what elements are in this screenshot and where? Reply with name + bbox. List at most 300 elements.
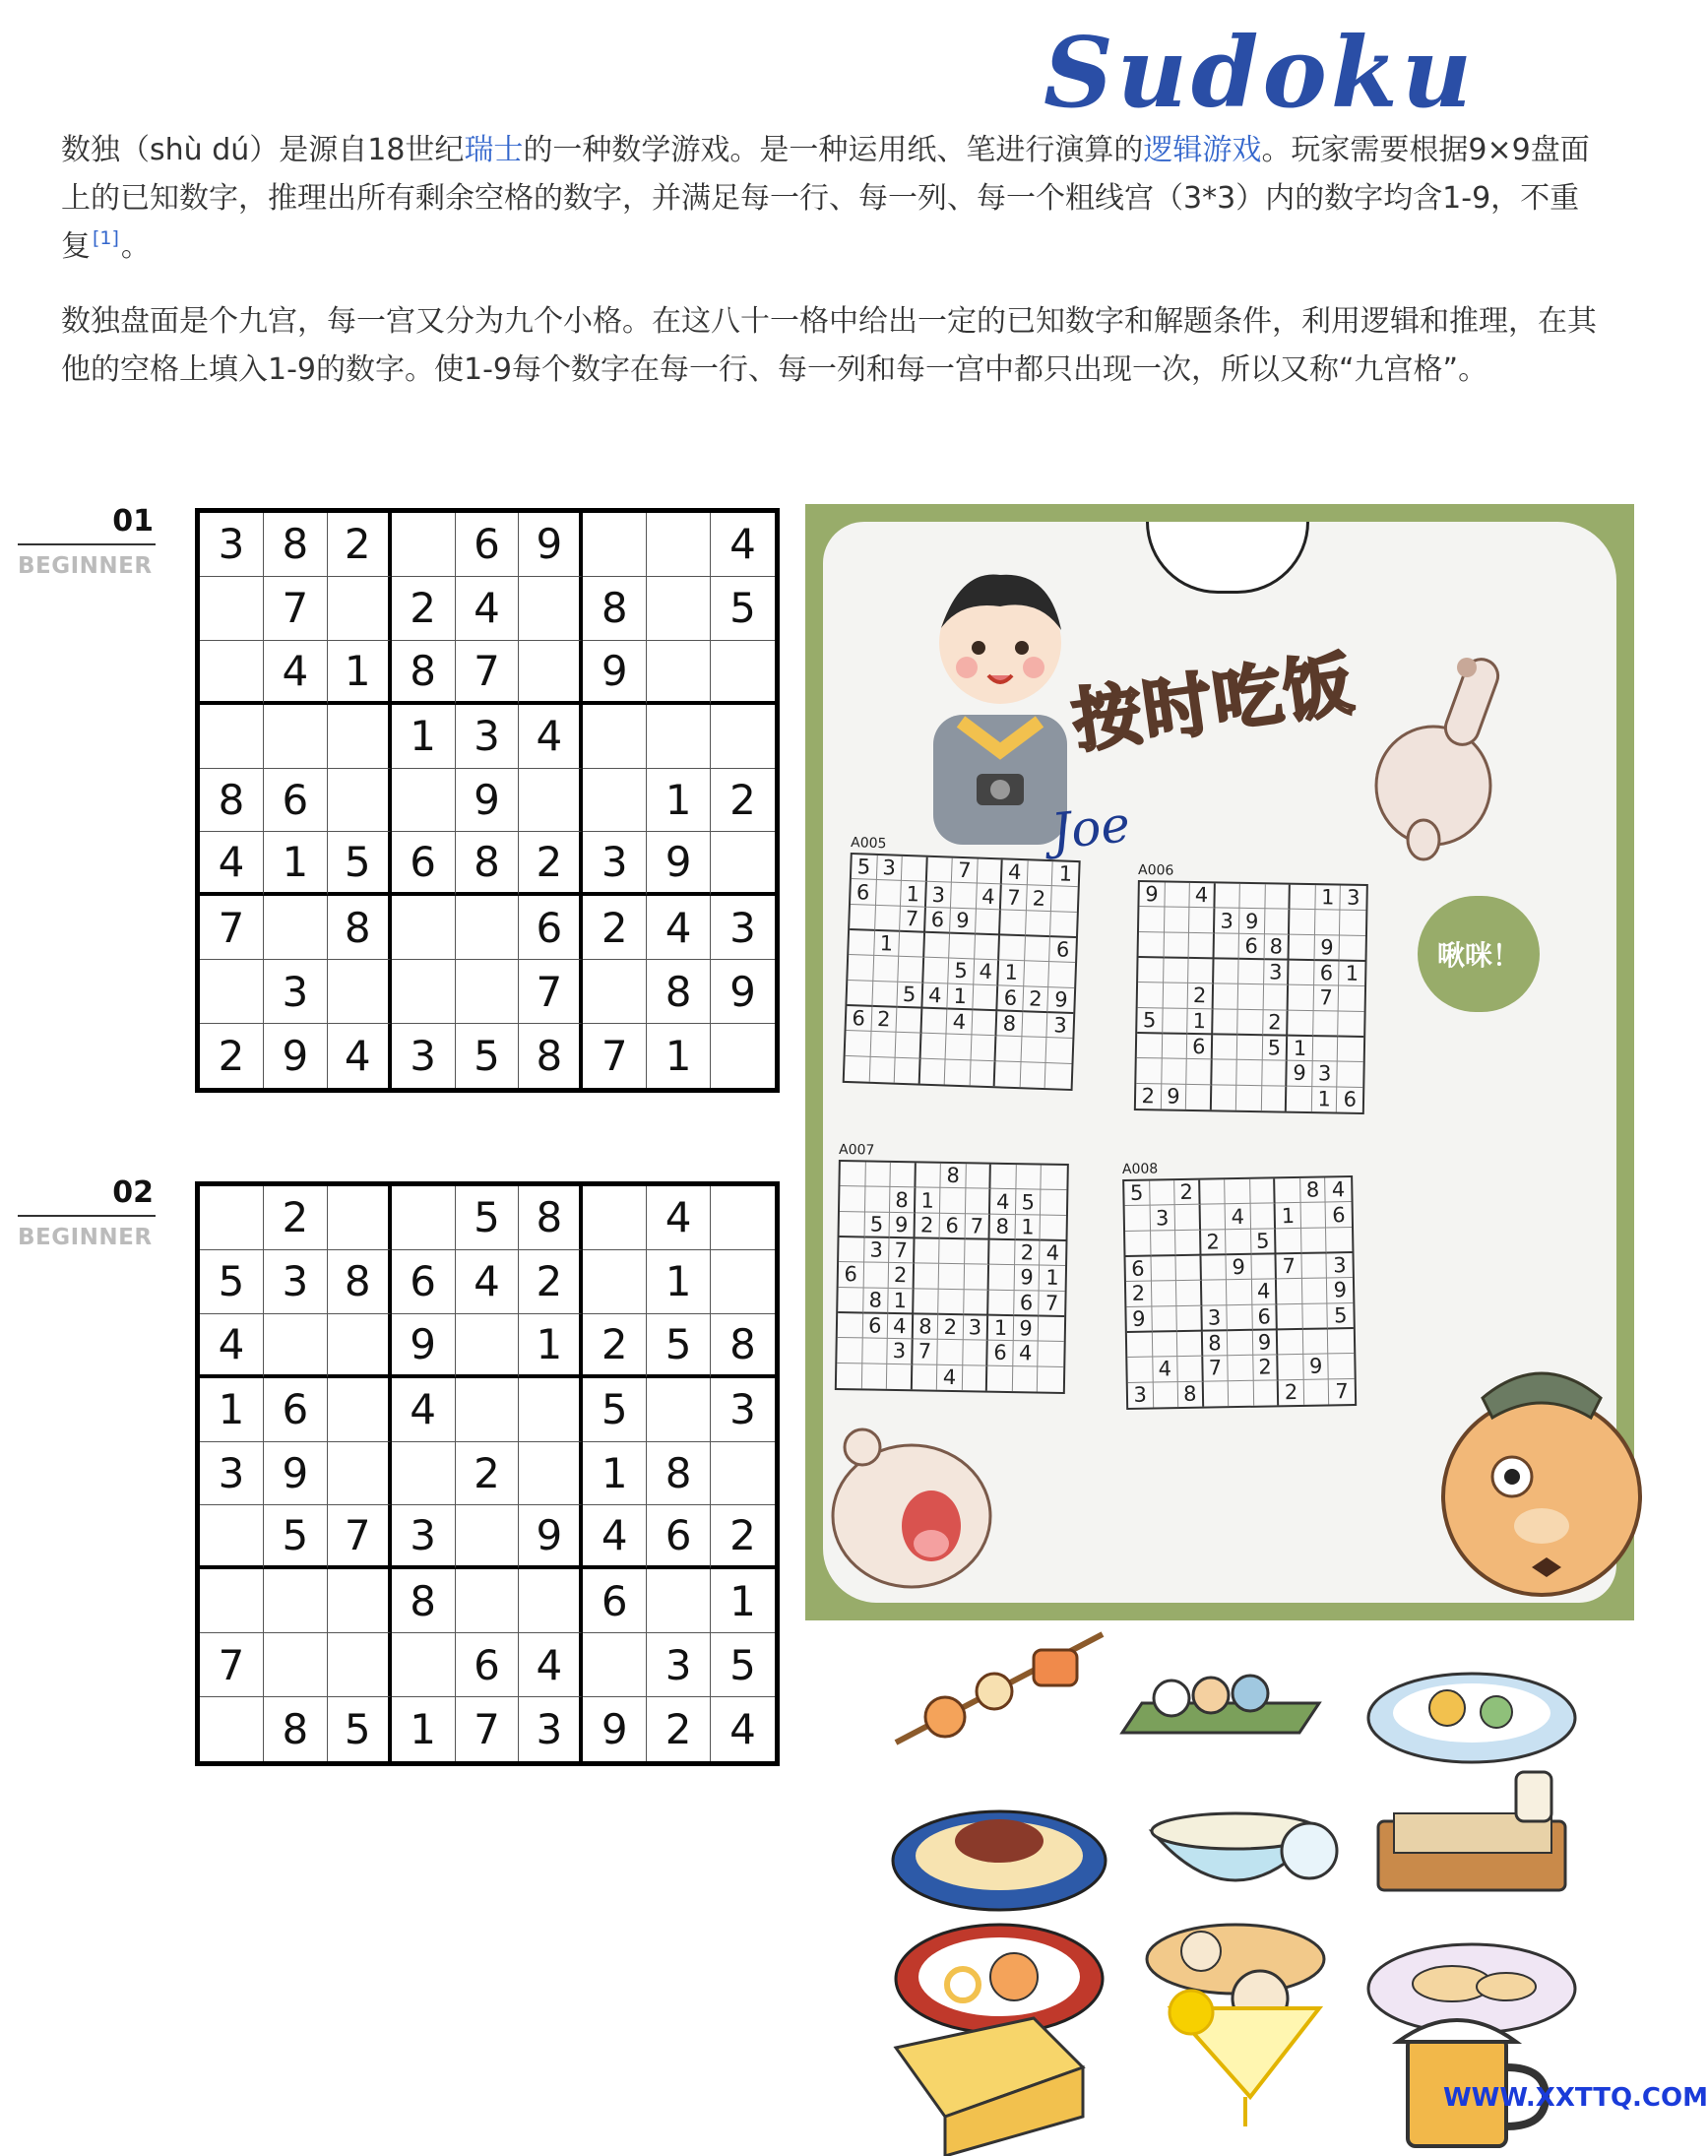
sudoku-empty-cell: [711, 1024, 775, 1088]
sushi-platter-sticker: [1103, 1624, 1329, 1772]
speech-bubble: [1146, 522, 1309, 594]
sudoku-empty-cell: [1313, 1011, 1339, 1037]
sudoku-empty-cell: [328, 577, 392, 641]
sudoku-cell: 6: [839, 1262, 864, 1288]
sudoku-empty-cell: [1340, 911, 1365, 936]
sudoku-cell: 7: [1335, 1379, 1350, 1404]
sudoku-empty-cell: [1238, 960, 1264, 985]
intro-text-2: 的一种数学游戏。是一种运用纸、笔进行演算的: [523, 133, 1144, 167]
sudoku-empty-cell: [647, 641, 711, 705]
sudoku-cell: 9: [1303, 1355, 1329, 1380]
sudoku-empty-cell: [200, 960, 264, 1024]
sudoku-cell: 1: [264, 832, 328, 896]
sudoku-empty-cell: [1022, 1012, 1047, 1038]
sudoku-empty-cell: [1125, 1231, 1151, 1256]
sudoku-empty-cell: [915, 1238, 940, 1264]
sudoku-cell: 6: [940, 1214, 966, 1239]
sudoku-empty-cell: [850, 905, 875, 931]
sudoku-cell: 9: [519, 513, 583, 577]
sudoku-empty-cell: [392, 1633, 456, 1697]
sudoku-cell: 2: [1263, 1010, 1289, 1036]
reference-link[interactable]: [1]: [93, 227, 119, 249]
sudoku-empty-cell: [1189, 908, 1215, 933]
sudoku-cell: 1: [1187, 1009, 1213, 1035]
sudoku-empty-cell: [964, 1290, 989, 1315]
sudoku-empty-cell: [264, 705, 328, 769]
sudoku-empty-cell: [1213, 1009, 1238, 1035]
sudoku-cell: 6: [392, 1250, 456, 1314]
sudoku-cell: 9: [890, 1213, 916, 1238]
sudoku-empty-cell: [647, 577, 711, 641]
sudoku-cell: 8: [264, 513, 328, 577]
sudoku-cell: 4: [1190, 883, 1216, 909]
sudoku-cell: 2: [938, 1314, 964, 1340]
sudoku-cell: 2: [1027, 886, 1052, 912]
sudoku-cell: 7: [1001, 885, 1027, 911]
sudoku-empty-cell: [1189, 933, 1215, 959]
sudoku-empty-cell: [1176, 1256, 1202, 1282]
sudoku-empty-cell: [1215, 883, 1240, 909]
sudoku-cell: 1: [392, 705, 456, 769]
sudoku-empty-cell: [1050, 912, 1076, 938]
sudoku-cell: 9: [1327, 1278, 1353, 1303]
sudoku-empty-cell: [392, 960, 456, 1024]
sudoku-empty-cell: [845, 1055, 870, 1081]
sudoku-empty-cell: [1315, 911, 1341, 936]
sudoku-empty-cell: [938, 1289, 964, 1314]
sudoku-cell: 8: [200, 769, 264, 833]
sudoku-cell: 2: [1279, 1379, 1304, 1405]
sudoku-cell: 3: [1150, 1206, 1175, 1232]
sudoku-cell: 6: [862, 1313, 888, 1339]
sudoku-empty-cell: [1151, 1256, 1176, 1282]
sudoku-cell: 3: [963, 1315, 988, 1341]
sudoku-cell: 8: [1300, 1177, 1326, 1203]
sudoku-empty-cell: [647, 1569, 711, 1633]
sudoku-empty-cell: [951, 883, 977, 909]
sudoku-empty-cell: [840, 1212, 865, 1237]
sudoku-empty-cell: [848, 955, 873, 981]
intro-text-4: 。: [120, 229, 151, 264]
sudoku-cell: 5: [328, 1697, 392, 1761]
sudoku-empty-cell: [1275, 1178, 1300, 1204]
sudoku-cell: 3: [647, 1633, 711, 1697]
sudoku-empty-cell: [1016, 1165, 1042, 1190]
sudoku-empty-cell: [1039, 1316, 1064, 1342]
sudoku-empty-cell: [583, 960, 647, 1024]
sudoku-cell: 6: [1187, 1035, 1213, 1060]
sudoku-cell: 9: [583, 1697, 647, 1761]
sudoku-empty-cell: [328, 705, 392, 769]
sudoku-cell: 3: [264, 960, 328, 1024]
sudoku-cell: 9: [1239, 909, 1265, 934]
sudoku-cell: 6: [264, 769, 328, 833]
sudoku-cell: 4: [937, 1364, 963, 1390]
sudoku-cell: 1: [392, 1697, 456, 1761]
sudoku-empty-cell: [200, 1186, 264, 1250]
sudoku-cell: 2: [519, 1250, 583, 1314]
puzzle-level: BEGINNER: [18, 553, 153, 579]
sudoku-empty-cell: [1326, 1228, 1352, 1253]
puzzle-label-01: [18, 504, 156, 579]
sudoku-cell: 2: [519, 832, 583, 896]
sudoku-empty-cell: [914, 1289, 939, 1314]
sudoku-empty-cell: [519, 769, 583, 833]
puzzle-number: 02: [18, 1175, 156, 1217]
sudoku-empty-cell: [1049, 962, 1075, 987]
sudoku-cell: 6: [583, 1569, 647, 1633]
sudoku-empty-cell: [1186, 1084, 1212, 1110]
sudoku-empty-cell: [899, 932, 924, 958]
sudoku-cell: 8: [913, 1314, 938, 1340]
sudoku-empty-cell: [1288, 1010, 1313, 1036]
sudoku-cell: 1: [1312, 1087, 1338, 1112]
sudoku-empty-cell: [583, 769, 647, 833]
sudoku-cell: 3: [200, 1442, 264, 1506]
sudoku-empty-cell: [1175, 1231, 1201, 1256]
sudoku-cell: 3: [200, 513, 264, 577]
sudoku-cell: 5: [1328, 1303, 1354, 1329]
link-switzerland[interactable]: 瑞士: [464, 133, 524, 167]
sudoku-cell: 4: [1252, 1280, 1278, 1305]
sudoku-cell: 4: [583, 1505, 647, 1569]
sudoku-empty-cell: [862, 1339, 888, 1364]
plate-meal-sticker: [1359, 1629, 1585, 1777]
sudoku-cell: 6: [1314, 961, 1340, 986]
sudoku-cell: 7: [200, 1633, 264, 1697]
sudoku-cell: 2: [583, 1314, 647, 1378]
sudoku-cell: 3: [1215, 909, 1240, 934]
sudoku-empty-cell: [1153, 1382, 1178, 1408]
sudoku-cell: 5: [1262, 1036, 1288, 1061]
sudoku-empty-cell: [920, 1034, 946, 1059]
sudoku-empty-cell: [1045, 1063, 1071, 1089]
sudoku-empty-cell: [392, 1186, 456, 1250]
sudoku-cell: 2: [1201, 1230, 1227, 1255]
sudoku-empty-cell: [392, 513, 456, 577]
sudoku-cell: 8: [583, 577, 647, 641]
sudoku-empty-cell: [264, 896, 328, 960]
mini-sudoku-grid: [1122, 1175, 1357, 1410]
sudoku-empty-cell: [264, 1569, 328, 1633]
skewer-sticker: [886, 1615, 1112, 1762]
sudoku-cell: 5: [948, 959, 974, 984]
sudoku-cell: 1: [1288, 1036, 1313, 1061]
beer-mug-sticker: [1368, 1998, 1595, 2146]
sudoku-empty-cell: [996, 1036, 1022, 1061]
sudoku-empty-cell: [1240, 884, 1266, 910]
sudoku-empty-cell: [456, 1314, 520, 1378]
sudoku-cell: 6: [392, 832, 456, 896]
sudoku-cell: 5: [852, 855, 877, 880]
sudoku-empty-cell: [939, 1239, 965, 1265]
sudoku-empty-cell: [456, 960, 520, 1024]
sudoku-empty-cell: [1238, 984, 1264, 1010]
sudoku-empty-cell: [711, 1186, 775, 1250]
sudoku-cell: 3: [392, 1024, 456, 1088]
sudoku-empty-cell: [1236, 1085, 1262, 1110]
sudoku-empty-cell: [976, 909, 1001, 935]
sudoku-cell: 4: [1013, 1341, 1039, 1366]
sudoku-cell: 5: [864, 1212, 890, 1237]
sudoku-cell: 4: [990, 1189, 1016, 1215]
sudoku-cell: 8: [456, 832, 520, 896]
sudoku-cell: 4: [1326, 1177, 1352, 1203]
sudoku-cell: 4: [974, 960, 999, 985]
sudoku-cell: 4: [1002, 859, 1028, 885]
mini-sudoku-label: A008: [1121, 1161, 1159, 1178]
sudoku-empty-cell: [926, 857, 952, 883]
sudoku-cell: 2: [711, 1505, 775, 1569]
sudoku-cell: 7: [519, 960, 583, 1024]
sudoku-cell: 3: [864, 1237, 890, 1263]
sudoku-cell: 5: [1137, 1008, 1163, 1034]
sudoku-cell: 9: [1014, 1265, 1040, 1291]
sudoku-cell: 5: [711, 1633, 775, 1697]
sudoku-cell: 4: [647, 896, 711, 960]
sudoku-cell: 5: [583, 1378, 647, 1442]
sudoku-empty-cell: [1041, 1190, 1066, 1216]
sudoku-cell: 1: [901, 881, 926, 907]
sudoku-cell: 4: [519, 705, 583, 769]
sudoku-empty-cell: [1163, 1008, 1188, 1034]
sudoku-empty-cell: [1304, 1379, 1330, 1405]
sudoku-cell: 3: [583, 832, 647, 896]
sudoku-empty-cell: [1212, 1035, 1237, 1060]
sudoku-empty-cell: [839, 1237, 864, 1263]
sudoku-empty-cell: [1303, 1329, 1329, 1355]
sudoku-cell: 9: [1161, 1084, 1186, 1110]
sudoku-cell: 3: [456, 705, 520, 769]
sudoku-cell: 6: [1343, 1087, 1358, 1112]
sudoku-empty-cell: [456, 1378, 520, 1442]
sudoku-cell: 3: [711, 1378, 775, 1442]
sudoku-empty-cell: [916, 1163, 941, 1188]
sudoku-cell: 7: [456, 1697, 520, 1761]
sudoku-cell: 2: [1253, 1355, 1279, 1380]
sudoku-empty-cell: [870, 1032, 896, 1057]
sudoku-cell: 9: [456, 769, 520, 833]
sudoku-cell: 8: [941, 1164, 967, 1189]
sudoku-empty-cell: [975, 934, 1000, 960]
sudoku-empty-cell: [456, 1505, 520, 1569]
sudoku-empty-cell: [1301, 1228, 1327, 1253]
sudoku-cell: 8: [1178, 1381, 1204, 1407]
sudoku-empty-cell: [1250, 1204, 1276, 1230]
sudoku-cell: 4: [200, 832, 264, 896]
sudoku-empty-cell: [1276, 1229, 1301, 1254]
sudoku-empty-cell: [897, 1007, 922, 1033]
sudoku-empty-cell: [1138, 958, 1164, 983]
sudoku-cell: 8: [1202, 1331, 1228, 1357]
sudoku-cell: 7: [952, 858, 978, 884]
sudoku-cell: 3: [711, 896, 775, 960]
sudoku-empty-cell: [991, 1165, 1017, 1190]
sudoku-empty-cell: [1150, 1180, 1175, 1206]
puzzle-label-02: [18, 1175, 156, 1250]
cheese-sticker: [886, 2008, 1112, 2156]
sudoku-empty-cell: [328, 1314, 392, 1378]
sudoku-cell: 1: [1339, 961, 1364, 986]
sudoku-cell: 9: [264, 1442, 328, 1506]
sudoku-cell: 1: [1315, 885, 1341, 911]
sudoku-cell: 1: [1276, 1203, 1301, 1229]
sudoku-empty-cell: [1200, 1179, 1226, 1205]
sudoku-cell: 9: [1126, 1306, 1152, 1332]
mini-sudoku-a007: [835, 1142, 1069, 1394]
sudoku-cell: 3: [1327, 1253, 1353, 1279]
sudoku-cell: 9: [711, 960, 775, 1024]
mini-sudoku-label: A006: [1137, 861, 1174, 879]
sudoku-cell: 7: [264, 577, 328, 641]
sudoku-empty-cell: [1137, 1034, 1163, 1059]
sudoku-empty-cell: [711, 705, 775, 769]
sudoku-empty-cell: [1021, 1037, 1046, 1062]
sudoku-cell: 5: [328, 832, 392, 896]
sudoku-empty-cell: [1339, 1011, 1364, 1037]
sudoku-empty-cell: [1253, 1380, 1279, 1406]
sudoku-empty-cell: [200, 1569, 264, 1633]
sudoku-empty-cell: [519, 1378, 583, 1442]
sudoku-empty-cell: [1152, 1332, 1177, 1358]
sudoku-empty-cell: [1228, 1356, 1253, 1381]
sudoku-cell: 3: [926, 882, 952, 908]
sudoku-cell: 2: [1188, 983, 1214, 1009]
sudoku-empty-cell: [1262, 1060, 1288, 1086]
mini-sudoku-grid: [835, 1160, 1069, 1394]
sudoku-empty-cell: [1300, 1203, 1326, 1229]
sudoku-cell: 4: [729, 1705, 756, 1754]
sudoku-empty-cell: [840, 1186, 865, 1212]
sudoku-empty-cell: [456, 896, 520, 960]
sudoku-cell: 9: [264, 1024, 328, 1088]
sudoku-empty-cell: [1162, 1034, 1187, 1059]
sudoku-cell: 9: [1288, 1061, 1313, 1087]
link-logic-game[interactable]: 逻辑游戏: [1143, 133, 1262, 167]
sudoku-empty-cell: [945, 1059, 971, 1085]
sudoku-empty-cell: [1278, 1330, 1303, 1356]
sudoku-cell: 9: [519, 1505, 583, 1569]
sudoku-empty-cell: [1301, 1253, 1327, 1279]
sudoku-empty-cell: [989, 1240, 1015, 1266]
sudoku-empty-cell: [328, 960, 392, 1024]
sudoku-cell: 4: [1226, 1204, 1251, 1230]
sudoku-cell: 8: [519, 1024, 583, 1088]
sudoku-empty-cell: [923, 958, 949, 983]
sudoku-cell: 6: [647, 1505, 711, 1569]
sudoku-cell: 8: [328, 1250, 392, 1314]
sudoku-empty-cell: [970, 1060, 995, 1086]
sudoku-cell: 9: [392, 1314, 456, 1378]
sudoku-empty-cell: [949, 933, 975, 959]
sudoku-empty-cell: [1313, 1037, 1339, 1062]
sudoku-empty-cell: [1202, 1281, 1228, 1306]
sudoku-cell: 5: [1124, 1181, 1150, 1207]
sudoku-cell: 6: [925, 908, 951, 934]
sudoku-cell: 1: [647, 769, 711, 833]
sudoku-cell: 5: [264, 1505, 328, 1569]
sudoku-cell: 3: [1128, 1382, 1154, 1408]
sudoku-cell: 6: [1050, 937, 1076, 963]
mini-sudoku-grid: [1134, 880, 1368, 1114]
sudoku-empty-cell: [200, 1697, 264, 1761]
sudoku-empty-cell: [264, 1314, 328, 1378]
sudoku-empty-cell: [1338, 1062, 1363, 1088]
sudoku-cell: 1: [948, 983, 974, 1010]
sudoku-empty-cell: [924, 933, 950, 959]
sudoku-empty-cell: [966, 1189, 991, 1215]
sudoku-empty-cell: [898, 957, 923, 983]
sudoku-empty-cell: [873, 956, 899, 982]
sudoku-empty-cell: [891, 1163, 917, 1188]
sudoku-empty-cell: [1212, 1059, 1237, 1085]
sudoku-empty-cell: [921, 1008, 947, 1034]
sudoku-cell: 8: [997, 1011, 1023, 1037]
sudoku-cell: 6: [456, 513, 520, 577]
sudoku-empty-cell: [1287, 1086, 1312, 1111]
sudoku-cell: 8: [264, 1697, 328, 1761]
sudoku-cell: 6: [998, 985, 1024, 1012]
sudoku-empty-cell: [1339, 986, 1364, 1012]
sudoku-empty-cell: [846, 1031, 871, 1056]
sudoku-empty-cell: [865, 1162, 891, 1187]
sudoku-empty-cell: [847, 981, 872, 1007]
sudoku-cell: 6: [851, 879, 876, 905]
sudoku-empty-cell: [1025, 936, 1050, 962]
sudoku-cell: 7: [1313, 985, 1339, 1011]
sudoku-cell: 4: [947, 1009, 973, 1035]
sudoku-cell: 4: [328, 1024, 392, 1088]
sudoku-empty-cell: [328, 1569, 392, 1633]
sudoku-empty-cell: [583, 1250, 647, 1314]
mini-sudoku-label: A005: [850, 834, 887, 853]
sudoku-empty-cell: [711, 1250, 775, 1314]
sudoku-cell: 1: [874, 931, 900, 957]
sudoku-cell: 2: [915, 1213, 940, 1238]
sudoku-empty-cell: [328, 769, 392, 833]
sudoku-empty-cell: [972, 1010, 997, 1036]
sudoku-empty-cell: [869, 1056, 895, 1082]
sudoku-empty-cell: [876, 880, 902, 906]
sudoku-empty-cell: [1227, 1280, 1252, 1305]
sudoku-empty-cell: [1163, 983, 1188, 1009]
sudoku-empty-cell: [1265, 884, 1291, 910]
sudoku-empty-cell: [939, 1264, 965, 1290]
sudoku-cell: 7: [913, 1339, 938, 1364]
sudoku-cell: 2: [200, 1024, 264, 1088]
sudoku-cell: 2: [1023, 986, 1048, 1013]
sudoku-cell: 3: [264, 1250, 328, 1314]
mini-sudoku-a006: [1134, 862, 1368, 1114]
sudoku-empty-cell: [200, 641, 264, 705]
sudoku-cell: 9: [1014, 1316, 1040, 1342]
sudoku-empty-cell: [1289, 985, 1314, 1011]
sudoku-empty-cell: [964, 1265, 989, 1291]
sudoku-cell: 8: [863, 1288, 889, 1313]
sudoku-empty-cell: [1000, 910, 1026, 936]
sudoku-cell: 2: [711, 769, 775, 833]
sudoku-cell: 1: [711, 1569, 775, 1633]
sudoku-cell: 2: [456, 1442, 520, 1506]
sudoku-cell: 7: [965, 1214, 990, 1239]
sudoku-cell: 8: [647, 960, 711, 1024]
sudoku-empty-cell: [895, 1057, 920, 1083]
mini-sudoku-label: A007: [838, 1141, 875, 1159]
sudoku-empty-cell: [1127, 1358, 1153, 1383]
sudoku-cell: 3: [1312, 1061, 1338, 1087]
sudoku-poster: [805, 504, 1634, 1620]
sudoku-empty-cell: [1051, 887, 1077, 913]
